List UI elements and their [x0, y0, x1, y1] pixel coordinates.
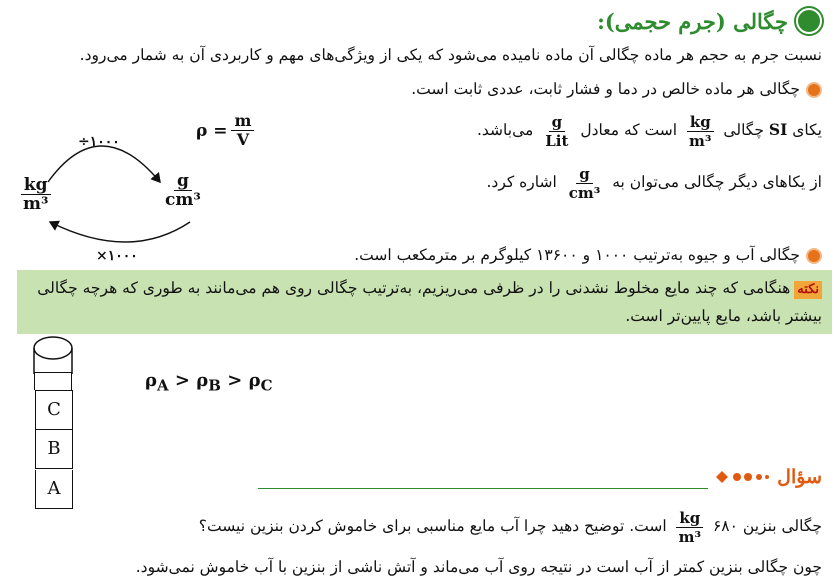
question-text: چگالی بنزین ۶۸۰ $\frac{kg}{\text{m³}}$ است. توضیح دهید چرا آب مایع مناسبی برای خاموش کردن بنزین نیست؟: [198, 508, 822, 546]
note-tag: نکته: [794, 281, 822, 299]
bullet-constant-density: چگالی هر ماده خالص در دما و فشار ثابت، عددی ثابت است.: [411, 78, 822, 100]
multiply-1000-label: ×۱۰۰۰: [96, 248, 138, 264]
fraction-kg-m3: $\frac{kg}{\text{m³}}$: [686, 113, 714, 150]
unit-conversion-arrows: [0, 0, 240, 270]
section-title: [597, 8, 822, 34]
unit-kg-m3: $\frac{kg}{\text{m³}}$: [16, 176, 55, 213]
answer-text: چون چگالی بنزین کمتر از آب است در نتیجه روی آب می‌ماند و آتش ناشی از بنزین با آب خاموش نمی‌شود.: [135, 558, 822, 576]
bullet-icon: [806, 82, 822, 98]
arrow-multiply: [50, 222, 190, 242]
bullet-icon: [806, 248, 822, 264]
layer-c: C: [35, 390, 73, 430]
question-header: سؤال: [715, 466, 822, 488]
divide-1000-label: ÷۱۰۰۰: [78, 134, 120, 150]
fraction-kg-m3: $\frac{kg}{\text{m³}}$: [676, 509, 704, 546]
fraction-g-cm3: $\frac{g}{\text{cm³}}$: [568, 164, 601, 202]
si-unit-line: یکای SI چگالی $\frac{kg}{\text{m³}}$ است که معادل $\frac{g}{\text{Lit}}$ می‌باشد.: [476, 112, 822, 150]
layer-b: B: [35, 430, 73, 469]
layer-a: A: [35, 470, 73, 509]
note-text: نکتههنگامی که چند مایع مخلوط نشدنی را در ظرفی می‌ریزیم، به‌ترتیب چگالی روی هم می‌مانند به طوری که هرچه چگالی بیشتر باشد، مایع پایین‌تر است.: [37, 279, 822, 325]
intro-paragraph: نسبت جرم به حجم هر ماده چگالی آن ماده نامیده می‌شود که یکی از ویژگی‌های مهم و کاربردی آن به شمار می‌رود.: [79, 46, 822, 64]
question-divider: [258, 488, 708, 489]
bullet-water-mercury: چگالی آب و جیوه به‌ترتیب ۱۰۰۰ و ۱۳۶۰۰ کیلوگرم بر مترمکعب است.: [354, 244, 822, 266]
arrow-divide: [48, 146, 160, 182]
target-icon: [796, 8, 822, 34]
section-title-text: چگالی (جرم حجمی):: [597, 8, 788, 34]
diamond-dots-icon: [715, 470, 771, 484]
fraction-g-lit: $\frac{g}{\text{Lit}}$: [545, 112, 569, 150]
other-units-line: از یکاهای دیگر چگالی می‌توان به $\frac{g}{\text{cm³}}$ اشاره کرد.: [486, 164, 822, 202]
unit-g-cm3: $\frac{g}{\text{cm³}}$: [165, 171, 201, 210]
density-formula: ρ = $\frac{m}{V}$: [196, 112, 258, 149]
density-order: $\rho_A > \rho_B > \rho_C$: [145, 370, 273, 395]
